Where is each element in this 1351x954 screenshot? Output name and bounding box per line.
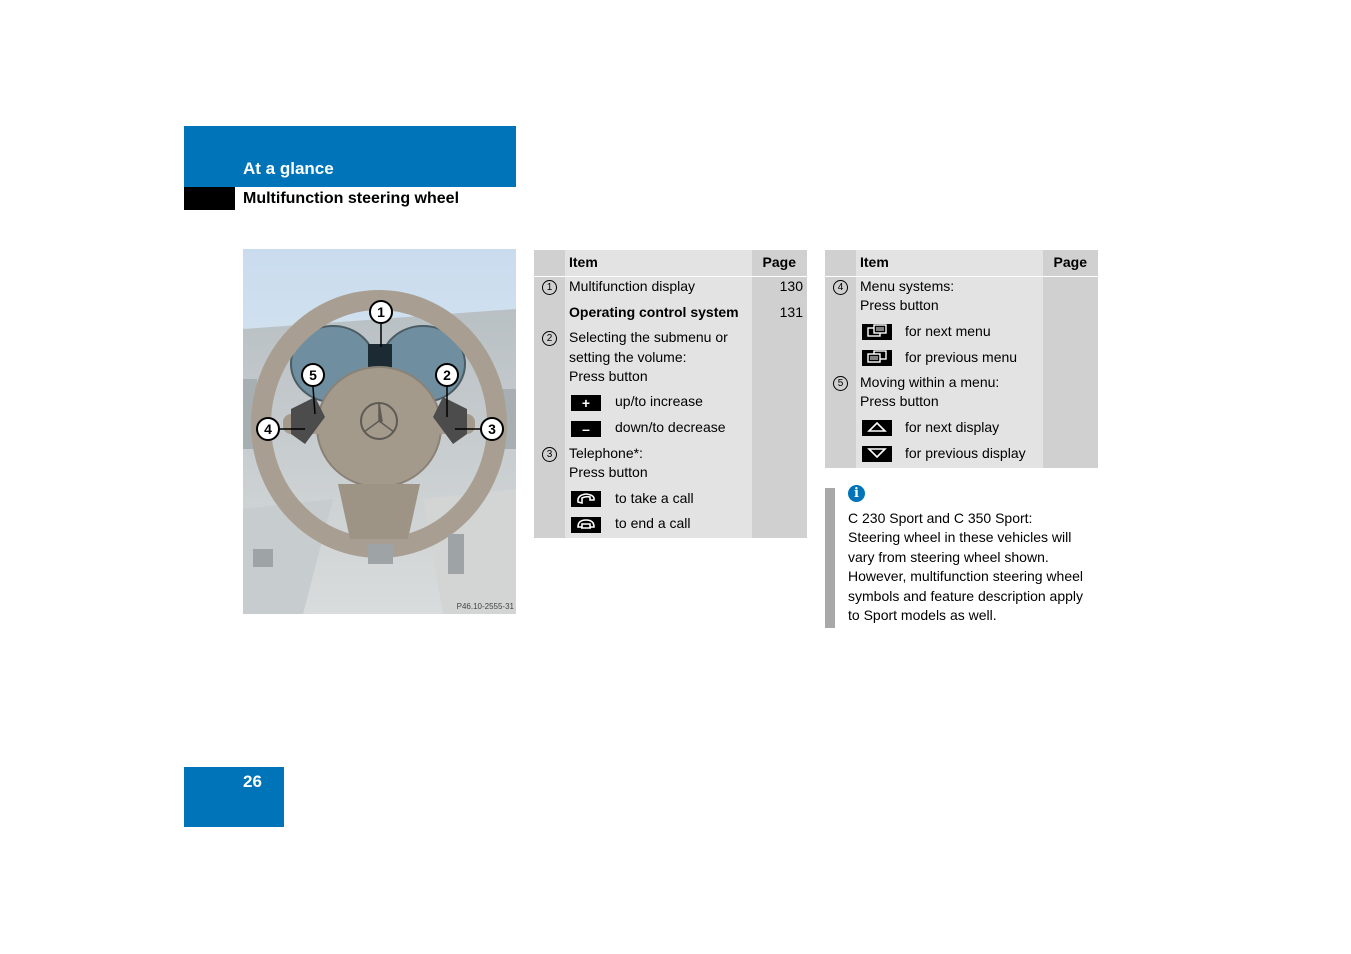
svg-text:3: 3 xyxy=(488,421,496,437)
item-number: 4 xyxy=(833,280,848,295)
page-number: 26 xyxy=(243,772,262,791)
key-description: for previous display xyxy=(905,445,1026,461)
callout-4 xyxy=(257,418,279,440)
column-header-page: Page xyxy=(1053,254,1087,270)
callout-1 xyxy=(370,301,392,323)
item-text: Menu systems: xyxy=(860,278,955,294)
svg-text:5: 5 xyxy=(309,367,317,383)
item-table-1 xyxy=(534,250,807,538)
steering-wheel-figure xyxy=(243,249,516,614)
section-title: At a glance xyxy=(243,159,334,178)
svg-text:2: 2 xyxy=(443,367,451,383)
item-text: Multifunction display xyxy=(569,278,696,294)
column-header-item: Item xyxy=(860,254,889,270)
note-text: C 230 Sport and C 350 Sport: Steering wheel in these vehicles will vary from steering wheel shown. However, multifunction steering wheel symbols and feature description apply to Sport models as well. xyxy=(848,510,1084,624)
item-text: Press button xyxy=(569,464,648,480)
item-text: setting the volume: xyxy=(569,349,687,365)
previous-menu-icon xyxy=(862,350,892,366)
note-bar xyxy=(825,488,835,628)
column-header-item: Item xyxy=(569,254,598,270)
item-text: Telephone*: xyxy=(569,445,643,461)
callout-3 xyxy=(481,418,503,440)
up-arrow-icon xyxy=(862,420,892,436)
key-description: for previous menu xyxy=(905,349,1018,365)
phone-pickup-icon xyxy=(571,491,601,507)
item-text: Press button xyxy=(860,393,939,409)
key-description: down/to decrease xyxy=(615,419,726,435)
item-text: Press button xyxy=(860,297,939,313)
column-header-page: Page xyxy=(762,254,796,270)
page-reference: 130 xyxy=(779,278,803,294)
header-marker xyxy=(184,187,235,210)
header-bar xyxy=(184,126,516,187)
item-number: 3 xyxy=(542,447,557,462)
callout-2 xyxy=(436,364,458,386)
item-number: 2 xyxy=(542,331,557,346)
minus-key-icon: – xyxy=(571,421,601,437)
info-icon: i xyxy=(848,485,865,502)
down-arrow-icon xyxy=(862,446,892,462)
key-description: for next display xyxy=(905,419,1000,435)
key-description: up/to increase xyxy=(615,393,703,409)
key-description: to end a call xyxy=(615,515,691,531)
svg-text:1: 1 xyxy=(377,304,385,320)
item-text: Moving within a menu: xyxy=(860,374,1000,390)
subsection-title: Multifunction steering wheel xyxy=(243,190,460,207)
key-description: for next menu xyxy=(905,323,991,339)
item-text: Operating control system xyxy=(569,304,739,320)
item-table-2 xyxy=(825,250,1098,468)
key-description: to take a call xyxy=(615,490,694,506)
figure-code: P46.10-2555-31 xyxy=(456,602,514,611)
next-menu-icon xyxy=(862,324,892,340)
item-text: Press button xyxy=(569,368,648,384)
item-number: 1 xyxy=(542,280,557,295)
svg-text:4: 4 xyxy=(264,421,272,437)
item-text: Selecting the submenu or xyxy=(569,329,728,345)
phone-hangup-icon xyxy=(571,517,601,533)
item-number: 5 xyxy=(833,376,848,391)
callout-5 xyxy=(302,364,324,386)
page-reference: 131 xyxy=(779,304,803,320)
page-number-box xyxy=(184,767,284,827)
plus-key-icon: + xyxy=(571,395,601,411)
